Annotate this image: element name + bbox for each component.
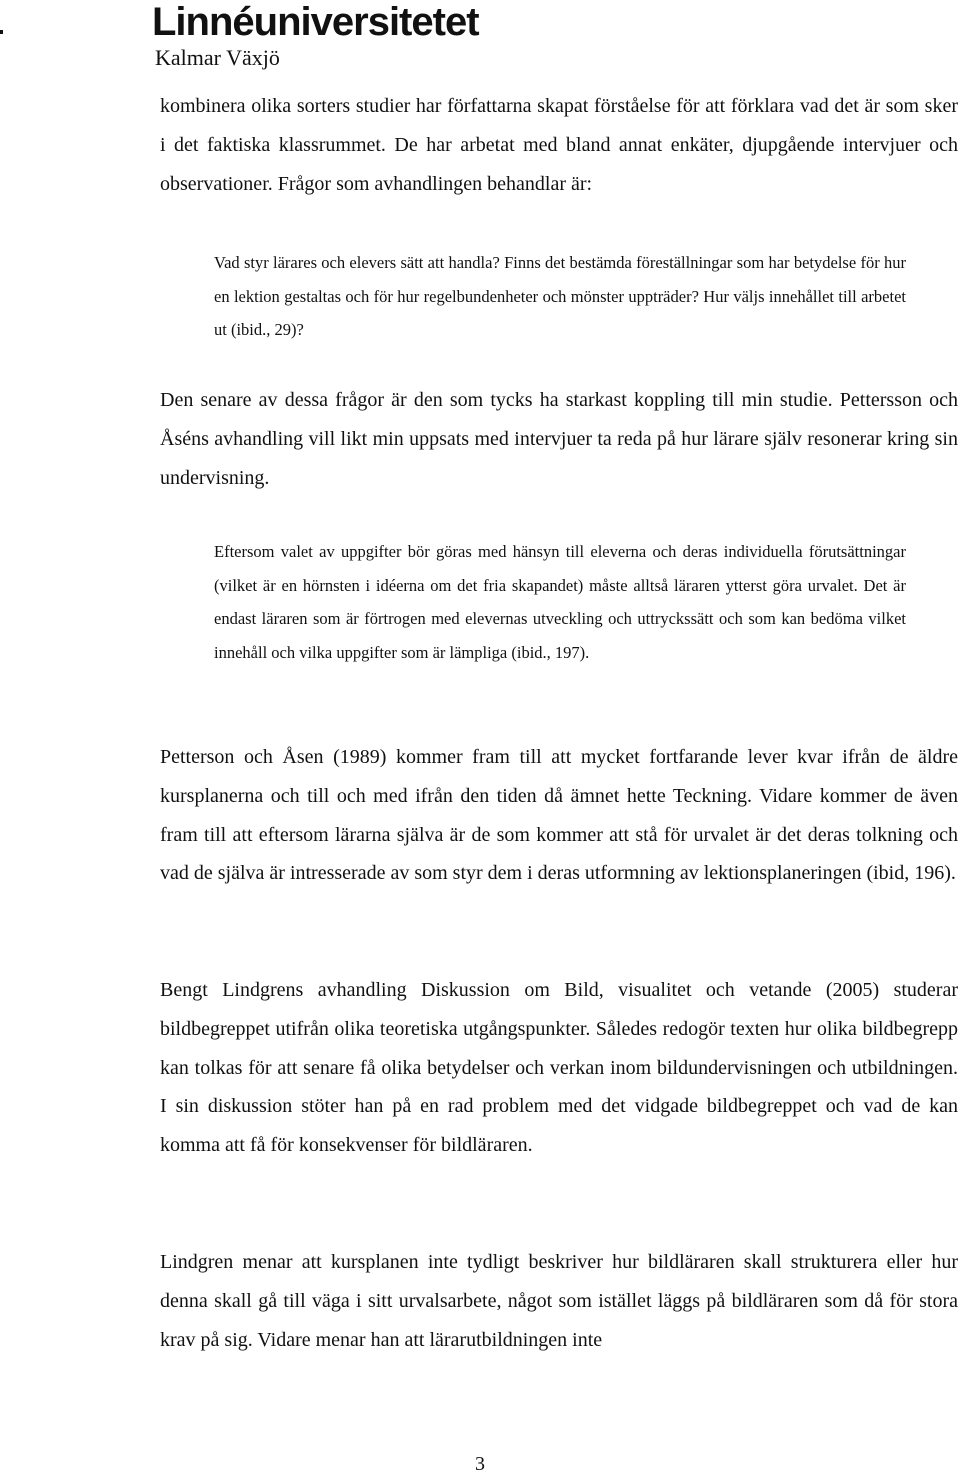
university-logo-subtitle: Kalmar Växjö	[155, 45, 280, 70]
paragraph-petterson-asen: Petterson och Åsen (1989) kommer fram till att mycket fortfarande lever kvar ifrån de äldre kursplanerna och till och med ifrån den tiden då ämnet hette Teckning. Vidare kommer de även fram till att eftersom lärarna själva är de som kommer att stå för urvalet är det deras tolkning och vad de själva är intresserade av som styr dem i deras utformning av lektionsplaneringen (ibid, 196).	[160, 746, 958, 885]
block-quote-selection: Eftersom valet av uppgifter bör göras med hänsyn till eleverna och deras individuella förutsättningar (vilket är en hörnsten i idéerna om det fria skapandet) måste alltså läraren ytterst göra urvalet. Det är endast läraren som är förtrogen med elevernas utveckling och uttryckssätt och som kan bedöma vilket innehåll och vilka uppgifter som är lämpliga (ibid., 197).	[214, 542, 906, 662]
page-number: 3	[475, 1453, 485, 1475]
paragraph-lindgren-thesis: Bengt Lindgrens avhandling Diskussion om Bild, visualitet och vetande (2005) studerar bildbegreppet utifrån olika teoretiska utgångspunkter. Således redogör texten hur olika bildbegrepp kan tolkas för att senare få olika betydelser och verkan inom bildundervisningen och utbildningen. I sin diskussion stöter han på en rad problem med det vidgade bildbegreppet och vad de kan komma att få för konsekvenser för bildläraren.	[160, 979, 958, 1157]
university-logo-title: Linnéuniversitetet	[152, 0, 479, 44]
paragraph-lindgren-curriculum: Lindgren menar att kursplanen inte tydligt beskriver hur bildläraren skall strukturera eller hur denna skall gå till väga i sitt urvalsarbete, något som istället läggs på bildläraren som då för stora krav på sig. Vidare menar han att lärarutbildningen inte	[160, 1251, 958, 1351]
paragraph-intro: kombinera olika sorters studier har författarna skapat förståelse för att förklara vad det är som sker i det faktiska klassrummet. De har arbetat med bland annat enkäter, djupgående intervjuer och observationer. Frågor som avhandlingen behandlar är:	[160, 95, 958, 195]
paragraph-connection: Den senare av dessa frågor är den som tycks ha starkast koppling till min studie. Pettersson och Åséns avhandling vill likt min uppsats med intervjuer ta reda på hur lärare själv resonerar kring sin undervisning.	[160, 389, 958, 489]
block-quote-questions: Vad styr lärares och elevers sätt att handla? Finns det bestämda föreställningar som har betydelse för hur en lektion gestaltas och för hur regelbundenheter och mönster uppträder? Hur väljs innehållet till arbetet ut (ibid., 29)?	[214, 253, 906, 339]
margin-mark	[0, 30, 3, 34]
